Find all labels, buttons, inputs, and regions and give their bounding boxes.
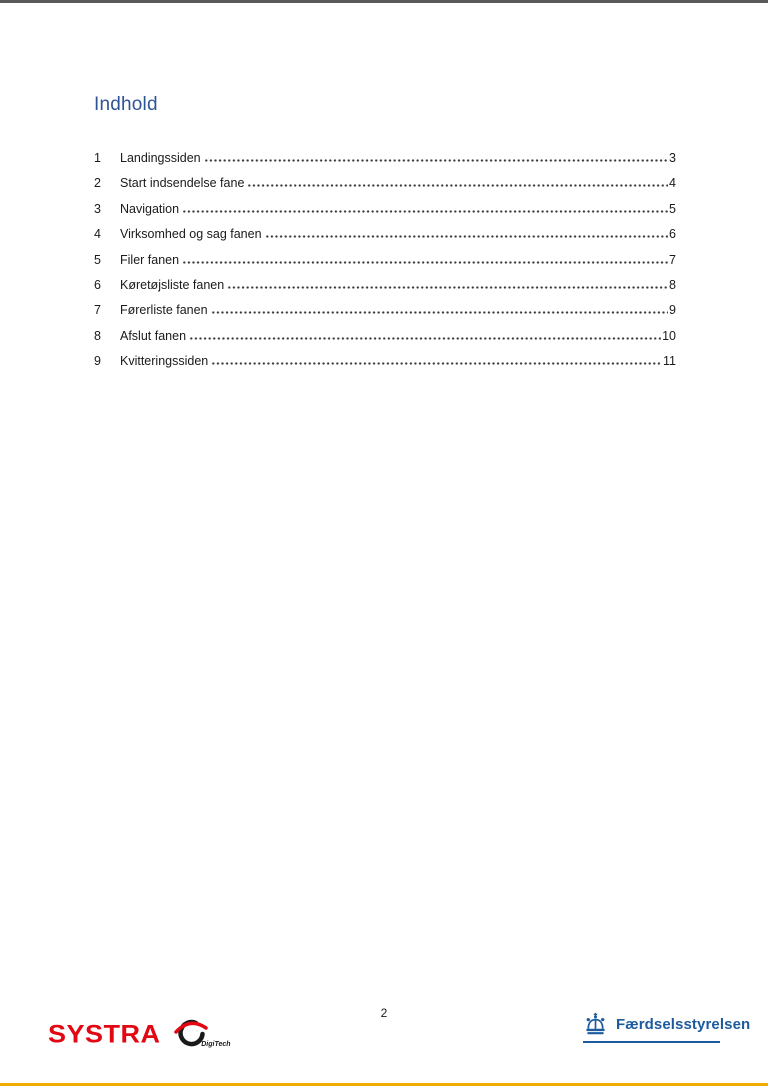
crown-icon — [583, 1012, 608, 1036]
toc-leader-dots — [227, 286, 668, 289]
toc-leader-dots — [189, 337, 661, 340]
toc-entry-title: Virksomhed og sag fanen — [120, 227, 262, 242]
toc-entry-page: 7 — [669, 252, 676, 267]
toc-leader-dots — [204, 159, 668, 162]
toc-heading: Indhold — [94, 94, 158, 115]
toc-entry[interactable] — [94, 222, 676, 247]
toc-leader-dots — [211, 311, 669, 314]
toc-entry-number: 3 — [94, 201, 101, 216]
toc-entry-page: 4 — [669, 176, 676, 191]
toc-entry[interactable] — [94, 171, 676, 196]
toc-entry-number: 8 — [94, 328, 101, 343]
toc-entry[interactable] — [94, 197, 676, 222]
digitech-label: DigiTech — [201, 1041, 231, 1048]
toc-entry-title: Førerliste fanen — [120, 303, 208, 318]
page-top-border — [0, 0, 768, 3]
faerdselsstyrelsen-logo — [583, 1012, 751, 1043]
toc-entry-title: Kvitteringssiden — [120, 354, 209, 369]
toc-entry-title: Navigation — [120, 201, 180, 216]
toc-entry-page: 6 — [669, 227, 676, 242]
toc-entry-number: 6 — [94, 277, 101, 292]
toc-entry-page: 3 — [669, 151, 676, 165]
toc-entry-number: 9 — [94, 354, 101, 369]
toc-entry-title: Filer fanen — [120, 252, 180, 267]
toc-entry-title: Køretøjsliste fanen — [120, 277, 225, 292]
systra-wordmark: SYSTRA — [48, 1019, 161, 1048]
toc-entry-title: Landingssiden — [120, 151, 201, 165]
toc-entry[interactable] — [94, 146, 676, 171]
toc-entry-number: 5 — [94, 252, 101, 267]
page-bottom-border — [0, 1083, 768, 1086]
toc-leader-dots — [211, 362, 662, 365]
toc-entry-number: 2 — [94, 176, 101, 191]
toc-entry[interactable] — [94, 324, 676, 349]
toc-leader-dots — [247, 184, 668, 187]
agency-name: Færdselsstyrelsen — [616, 1015, 751, 1033]
toc-entry-number: 7 — [94, 303, 101, 318]
toc-entry-number: 4 — [94, 227, 101, 242]
page-number: 2 — [380, 1006, 388, 1020]
toc-entry-title: Start indsendelse fane — [120, 176, 245, 191]
toc-leader-dots — [182, 210, 668, 213]
toc-entry[interactable] — [94, 349, 676, 374]
digitech-logo-icon — [169, 1018, 231, 1050]
toc-entry-page: 10 — [662, 328, 676, 343]
toc-entry-page: 8 — [669, 277, 676, 292]
toc-entry[interactable] — [94, 298, 676, 323]
toc-list — [94, 146, 676, 375]
toc-entry[interactable] — [94, 273, 676, 298]
toc-entry-page: 11 — [663, 354, 676, 369]
agency-underline — [583, 1041, 720, 1043]
toc-leader-dots — [182, 261, 668, 264]
toc-leader-dots — [265, 235, 669, 238]
systra-logo — [48, 1018, 231, 1050]
toc-entry[interactable] — [94, 248, 676, 273]
toc-entry-title: Afslut fanen — [120, 328, 187, 343]
toc-entry-number: 1 — [94, 151, 101, 165]
toc-entry-page: 5 — [669, 201, 676, 216]
toc-entry-page: 9 — [669, 303, 676, 318]
